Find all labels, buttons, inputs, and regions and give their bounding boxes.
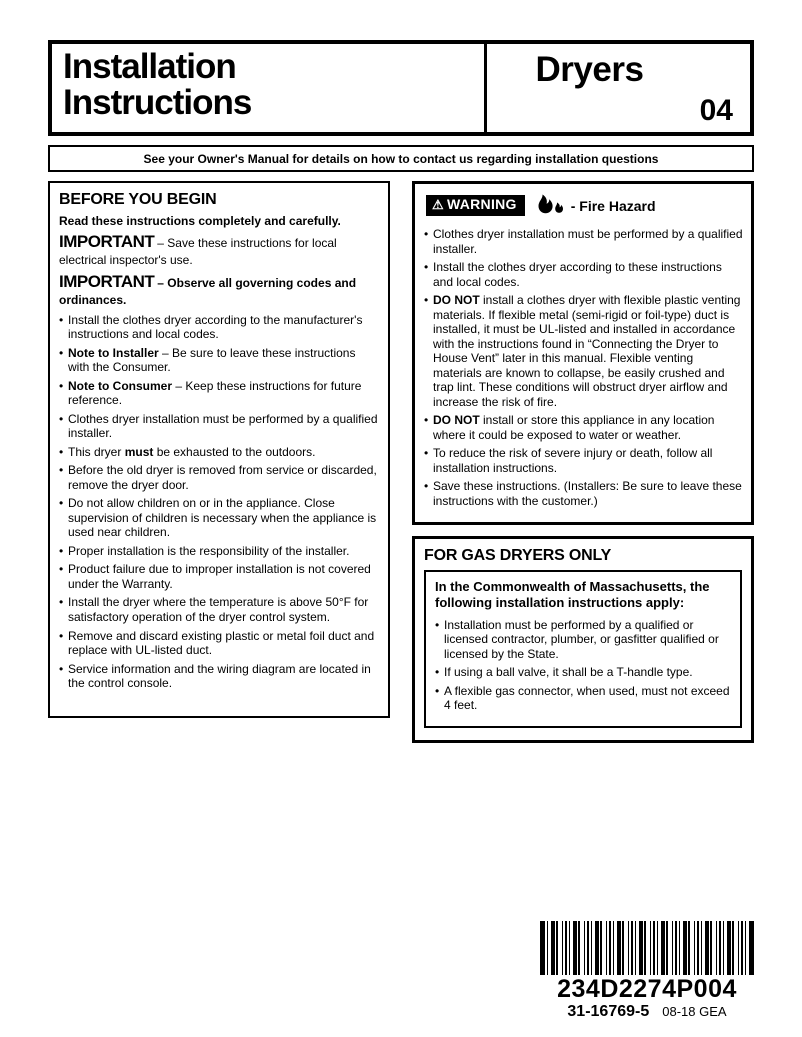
bullet-item: • Note to Installer – Be sure to leave these instructions with the Consumer. [59,346,379,375]
important-label: IMPORTANT [59,272,155,292]
read-instructions-line: Read these instructions completely and carefully. [59,214,341,228]
bullet-item: • Install the dryer where the temperature is above 50°F for satisfactory operation of the dryer control system. [59,595,379,624]
massachusetts-subtitle: In the Commonwealth of Massachusetts, the following installation instructions apply: [435,579,710,611]
date-code: 08-18 GEA [662,1004,727,1020]
before-you-begin-section [48,181,390,718]
before-you-begin-bullet-list [59,313,379,691]
bullet-item: • Save these instructions. (Installers: Be sure to leave these instructions with the customer.) [424,479,743,508]
part-number: 31-16769-5 [567,1003,650,1021]
warning-bullet-list [424,227,743,508]
bullet-item: • Install the clothes dryer according to the manufacturer's instructions and local codes. [59,313,379,342]
bullet-item: • Service information and the wiring diagram are located in the control console. [59,662,379,691]
important-text: – Observe all governing codes and ordinances. [59,276,357,308]
bullet-item: • Product failure due to improper installation is not covered under the Warranty. [59,562,379,591]
bullet-item: • Remove and discard existing plastic or metal foil duct and replace with UL-listed duct. [59,629,379,658]
gas-dryers-section [412,536,754,743]
bullet-item: • This dryer must be exhausted to the outdoors. [59,445,379,460]
bullet-item: • If using a ball valve, it shall be a T-handle type. [435,665,731,680]
important-note-2 [59,272,379,307]
gas-dryers-title: FOR GAS DRYERS ONLY [424,547,612,564]
bullet-item: • Do not allow children on or in the appliance. Close supervision of children is necessary when the appliance is used near children. [59,496,379,540]
bullet-item: • Clothes dryer installation must be performed by a qualified installer. [424,227,743,256]
owners-manual-notice: See your Owner's Manual for details on how to contact us regarding installation questions [48,145,754,172]
before-you-begin-title: BEFORE YOU BEGIN [59,191,217,208]
warning-triangle-icon: ⚠ [432,197,444,213]
doc-title-line-2: Instructions [63,83,252,123]
part-number-line [540,1003,754,1021]
barcode-image [540,921,754,975]
bullet-item: • Note to Consumer – Keep these instructions for future reference. [59,379,379,408]
header [48,40,754,136]
page-number: 04 [699,94,733,127]
bullet-item: • Proper installation is the responsibility of the installer. [59,544,379,559]
warning-header [426,194,743,217]
warning-badge-label: WARNING [446,196,517,213]
massachusetts-box [424,570,742,728]
bullet-item: • To reduce the risk of severe injury or death, follow all installation instructions. [424,446,743,475]
important-note-1 [59,232,379,267]
bullet-item: • Clothes dryer installation must be performed by a qualified installer. [59,412,379,441]
bullet-item: • DO NOT install a clothes dryer with flexible plastic venting materials. If flexible metal (semi-rigid or foil-type) duct is installed, it must be UL-listed and installed in accordance with the instructions found in “Connecting the Dryer to House Vent” later in this manual. Flexible venting materials are known to collapse, be easily crushed and trap lint. These conditions will obstruct dryer airflow and increase the risk of fire. [424,293,743,409]
barcode-number: 234D2274P004 [557,975,737,1003]
barcode-area [540,921,754,1021]
product-name: Dryers [535,50,644,89]
gas-dryers-bullet-list [435,618,731,713]
bullet-item: • Before the old dryer is removed from service or discarded, remove the dryer door. [59,463,379,492]
important-label: IMPORTANT [59,232,155,251]
fire-hazard-label: - Fire Hazard [570,197,656,214]
bullet-item: • A flexible gas connector, when used, must not exceed 4 feet. [435,684,731,713]
bullet-item: • DO NOT install or store this appliance in any location where it could be exposed to water or weather. [424,413,743,442]
doc-title-line-1: Installation [63,47,236,86]
important-text: – Save these instructions for local electrical inspector's use. [59,236,337,267]
doc-title [52,44,487,132]
bullet-item: • Install the clothes dryer according to these instructions and local codes. [424,260,743,289]
right-column [412,181,754,743]
fire-icon [532,194,564,217]
header-product-cell [487,44,750,132]
fire-hazard-warning-section [412,181,754,525]
warning-badge [426,195,525,215]
bullet-item: • Installation must be performed by a qualified or licensed contractor, plumber, or gasfitter qualified or licensed by the State. [435,618,731,662]
